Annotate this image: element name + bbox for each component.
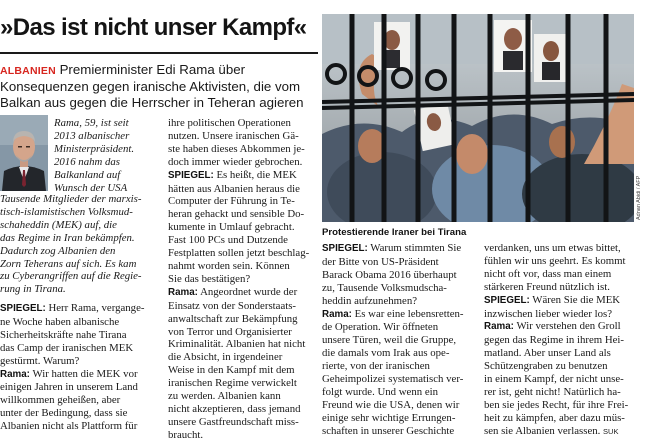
interview-line: die damals vom Irak aus ope- [322,347,450,360]
bio-line: Tausende Mitglieder der marxis- [0,193,142,205]
interview-line: Schützengraben zu benutzen [484,360,608,373]
line-text: Wären Sie die MEK [532,293,621,306]
interview-line: matland. Aber unser Land als [484,347,611,360]
bio-line: zu Cyberangriffen auf die Regie- [0,270,142,283]
bio-line: Wunsch der USA [54,181,128,194]
bio-line: Rama, 59, ist seit [54,117,129,129]
speaker-label: SPIEGEL: [484,294,530,306]
speaker-label: SPIEGEL: [168,169,214,181]
interview-line: einigen Jahren in unserem Land [0,381,138,394]
speaker-label: Rama: [484,321,514,333]
interview-line [484,320,644,334]
interview-line: nicht oft vor, dass man einem [484,267,612,280]
interview-line: stärkeren Freund nützlich ist. [484,280,610,293]
interview-line: der Bitte von US-Präsident [322,255,439,268]
line-text: sen sie Albanien verlassen. [484,424,601,437]
interview-line [0,302,163,316]
interview-line: heit zu kämpfen, aber dazu müs- [484,411,625,424]
photo-credit [634,150,644,220]
interview-line: das Camp der iranischen MEK [0,341,134,354]
interview-line: unsere Türen, weil die Gruppe, [322,334,457,347]
author-signature: SUK [603,426,619,436]
bio-line: Zorn Teherans auf sich. Es kam [0,257,137,270]
photo-credit-text: Adnan Abidi / AFP [636,175,642,220]
speaker-label: Rama: [0,368,30,380]
interview-line: Freund wie die USA, denen wir [322,398,460,411]
interview-line: verdanken, uns um etwas bittet, [484,242,621,254]
line-text: Es war eine lebensretten- [354,307,464,320]
speaker-label: SPIEGEL: [0,303,46,314]
interview-line: rierte, von der iranischen [322,360,430,373]
interview-column-1 [0,302,163,433]
interview-line: Sie das bestätigen? [168,272,251,285]
interview-line: de Operation. Wir öffneten [322,321,439,334]
speaker-label: Rama: [168,286,198,298]
bio-line: Ministerpräsident. [54,142,135,155]
interview-line: Sicherheitskräfte nahe Tirana [0,328,127,341]
interview-line: braucht. [168,428,204,441]
interview-line: gestürmt. Warum? [0,354,80,367]
interview-line: Geheimpolizei systematisch ver- [322,373,464,386]
interview-line: unter der Bedingung, dass sie [0,407,128,420]
interview-line: zu, Tausende Volksmudscha- [322,281,447,294]
portrait-image [0,115,48,191]
interview-line: kumente in Umlauf gebracht. [168,221,295,234]
bio-box [54,117,163,194]
interview-line: schaften in unserer Geschichte [322,424,455,437]
interview-line: ihre politischen Operationen [168,117,291,129]
interview-line: anwaltschaft zur Bekämpfung [168,312,298,325]
headline-rule [0,52,318,54]
interview-line: Fast 100 PCs und Dutzende [168,234,288,247]
interview-line [322,242,475,256]
interview-line: zu werden. Albanien kann [168,390,281,403]
interview-line: doch immer wieder gebrochen. [168,155,303,168]
bio-continued [0,193,163,296]
interview-line: die Absicht, in irgendeiner [168,351,283,364]
interview-line: fühlen wir uns geehrt. Es kommt [484,254,626,267]
interview-column-2 [168,117,318,442]
interview-line: Albanien nicht als Plattform für [0,420,138,433]
interview-line [168,169,318,183]
interview-line: ben sie jedes Recht, für ihre Frei- [484,398,629,411]
interview-line: in einem Kampf, der nicht unse- [484,373,624,386]
bio-line: Dadurch zog Albanien den [0,244,116,257]
interview-line [0,368,163,382]
interview-line: willkommen geheißen, aber [0,394,121,407]
bio-line: rung in Tirana. [0,283,66,296]
line-text: Angeordnet wurde der [200,285,298,298]
interview-line: folgt wurde. Und wenn ein [322,385,439,398]
bio-line: Balkanland auf [54,168,121,181]
interview-line [168,286,318,300]
bio-line: tisch-islamistischen Volksmud- [0,205,133,218]
interview-line: ne Woche haben albanische [0,315,120,328]
interview-line: Kriminalität. Albanien hat nicht [168,338,306,351]
section-kicker: ALBANIEN [0,65,56,77]
line-text: Herr Rama, vergange- [48,302,145,314]
interview-line: von Terror und Organisierter [168,325,292,338]
interview-line: einige sehr wichtige Errungen- [322,411,456,424]
line-text: Wir verstehen den Groll [516,320,621,333]
interview-line [484,425,644,439]
protest-photo [322,14,634,222]
interview-line: Barack Obama 2016 überhaupt [322,268,457,281]
interview-line: inzwischen lieber wieder los? [484,307,613,320]
interview-line: Weise in den Kampf mit dem [168,364,295,377]
teaser [0,62,318,112]
headline: »Das ist nicht unser Kampf« [0,14,307,41]
interview-column-4 [484,242,644,439]
interview-line: nahmt worden sein. Können [168,259,290,272]
interview-line: unsere Gastfreundschaft miss- [168,415,299,428]
speaker-label: SPIEGEL: [322,243,368,254]
bio-line: das Regime in Iran bekämpfen. [0,231,135,244]
interview-line: iranischen Regime verwickelt [168,377,297,390]
interview-line: ste haben dieses Abkommen je- [168,142,305,155]
line-text: Warum stimmten Sie [370,242,462,254]
interview-line: nutzen. Unsere iranischen Gä- [168,129,299,142]
interview-line: heddin aufzunehmen? [322,294,418,307]
interview-line: Festplatten sollen jetzt beschlag- [168,247,310,260]
bio-line: schaheddin (MEK) auf, die [0,218,117,231]
interview-line: Einsatz von der Sonderstaats- [168,299,297,312]
interview-line: hätten aus Albanien heraus die [168,182,300,195]
interview-line: Computer der Führung in Te- [168,195,295,208]
interview-line: heran gehackt und sensible Do- [168,208,305,221]
speaker-label: Rama: [322,308,352,320]
line-text: Es heißt, die MEK [216,168,297,181]
bio-line: 2013 albanischer [54,129,130,142]
bio-line: 2016 nahm das [54,155,120,168]
interview-line: nicht akzeptieren, dass jemand [168,402,301,415]
interview-line [322,308,475,322]
teaser-text: Premierminister Edi Rama über Konsequenzen gegen iranische Aktivisten, die vom Balkan aus gegen die Herrscher in Teheran agieren [0,62,304,111]
line-text: Wir hatten die MEK vor [32,367,138,380]
interview-line [484,294,644,308]
interview-line: rer ist, geht nicht! Natürlich ha- [484,385,621,398]
photo-caption: Protestierende Iraner bei Tirana [322,227,467,238]
interview-line: gegen das Regime in ihrem Hei- [484,334,625,347]
interview-column-3 [322,242,475,438]
